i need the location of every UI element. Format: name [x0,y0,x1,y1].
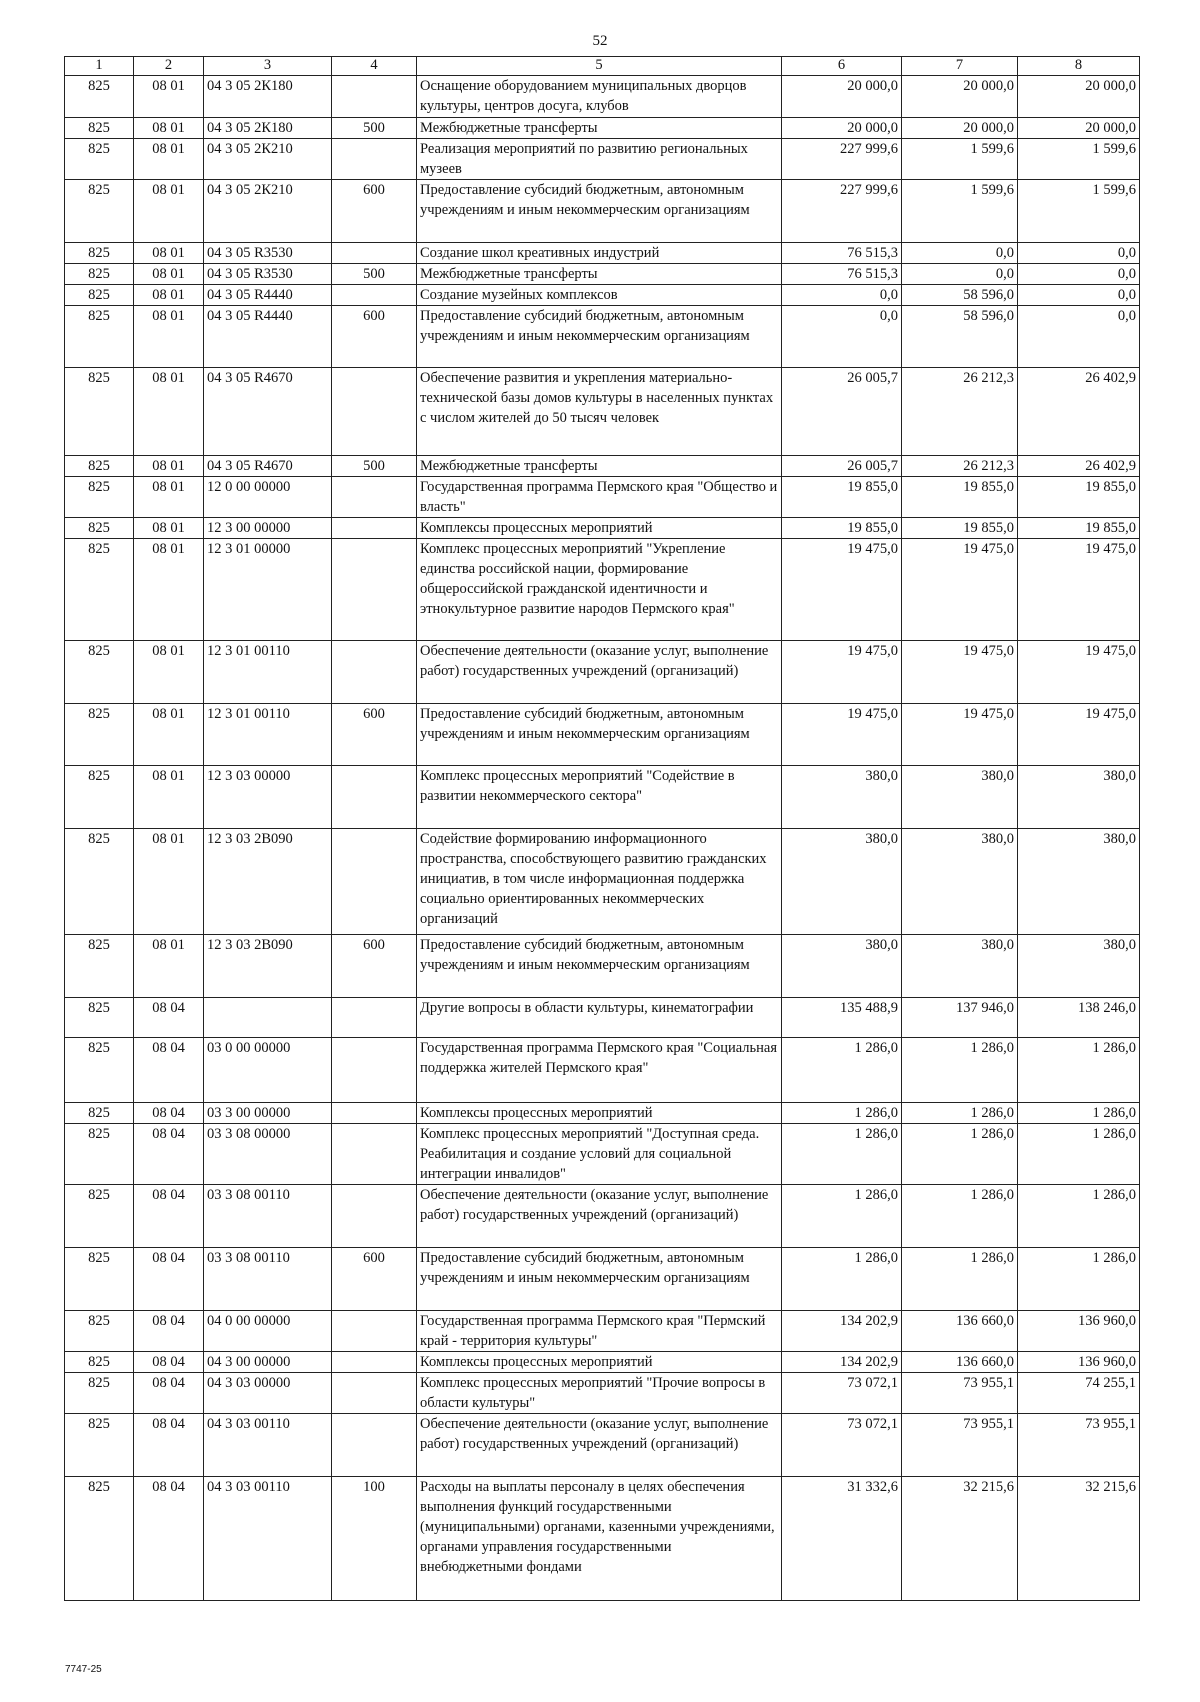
table-row [65,76,1140,118]
column-header: 3 [204,57,332,76]
ministry-code-cell: 825 [65,1185,134,1248]
description-cell: Межбюджетные трансферты [417,264,782,285]
amount-year1-cell: 76 515,3 [782,243,902,264]
target-article-cell: 04 3 03 00110 [204,1414,332,1477]
section-code-cell: 08 04 [134,1352,204,1373]
ministry-code-cell: 825 [65,456,134,477]
ministry-code-cell: 825 [65,829,134,935]
amount-year1-cell: 380,0 [782,829,902,935]
amount-year1-cell: 134 202,9 [782,1352,902,1373]
table-row [65,1185,1140,1248]
target-article-cell: 04 3 05 R4670 [204,368,332,456]
expense-type-cell: 600 [332,704,417,766]
page-number: 52 [592,33,608,49]
ministry-code-cell: 825 [65,1414,134,1477]
table-row [65,1124,1140,1185]
amount-year3-cell: 19 475,0 [1018,641,1140,704]
amount-year3-cell: 1 286,0 [1018,1103,1140,1124]
target-article-cell: 12 3 01 00110 [204,704,332,766]
amount-year1-cell: 20 000,0 [782,118,902,139]
amount-year3-cell: 380,0 [1018,829,1140,935]
amount-year2-cell: 58 596,0 [902,306,1018,368]
target-article-cell: 04 3 05 2К180 [204,76,332,118]
expense-type-cell [332,1311,417,1352]
table-row [65,641,1140,704]
expense-type-cell: 500 [332,118,417,139]
amount-year2-cell: 26 212,3 [902,456,1018,477]
target-article-cell: 12 3 00 00000 [204,518,332,539]
description-cell: Государственная программа Пермского края "Пермский край - территория культуры" [417,1311,782,1352]
table-row [65,1373,1140,1414]
amount-year3-cell: 380,0 [1018,766,1140,829]
amount-year3-cell: 1 286,0 [1018,1185,1140,1248]
table-row [65,1038,1140,1103]
amount-year2-cell: 380,0 [902,766,1018,829]
target-article-cell: 04 3 05 2К210 [204,180,332,243]
ministry-code-cell: 825 [65,285,134,306]
budget-table [64,56,1140,1601]
expense-type-cell [332,1185,417,1248]
section-code-cell: 08 04 [134,1414,204,1477]
expense-type-cell: 500 [332,264,417,285]
amount-year1-cell: 19 855,0 [782,518,902,539]
section-code-cell: 08 04 [134,1373,204,1414]
table-row [65,998,1140,1038]
column-header: 1 [65,57,134,76]
description-cell: Создание музейных комплексов [417,285,782,306]
section-code-cell: 08 04 [134,1103,204,1124]
target-article-cell: 04 3 03 00110 [204,1477,332,1601]
expense-type-cell [332,1352,417,1373]
section-code-cell: 08 04 [134,1185,204,1248]
amount-year3-cell: 136 960,0 [1018,1352,1140,1373]
section-code-cell: 08 01 [134,935,204,998]
section-code-cell: 08 01 [134,264,204,285]
table-row [65,368,1140,456]
target-article-cell: 12 3 03 2В090 [204,829,332,935]
amount-year3-cell: 380,0 [1018,935,1140,998]
ministry-code-cell: 825 [65,306,134,368]
target-article-cell: 03 3 08 00000 [204,1124,332,1185]
description-cell: Обеспечение развития и укрепления материально-технической базы домов культуры в населенных пунктах с числом жителей до 50 тысяч человек [417,368,782,456]
amount-year2-cell: 20 000,0 [902,76,1018,118]
table-row [65,518,1140,539]
expense-type-cell [332,998,417,1038]
amount-year3-cell: 1 286,0 [1018,1038,1140,1103]
target-article-cell: 03 3 08 00110 [204,1248,332,1311]
amount-year2-cell: 380,0 [902,935,1018,998]
table-row [65,118,1140,139]
ministry-code-cell: 825 [65,368,134,456]
amount-year1-cell: 73 072,1 [782,1373,902,1414]
amount-year2-cell: 1 286,0 [902,1124,1018,1185]
target-article-cell: 04 3 05 R4440 [204,285,332,306]
target-article-cell: 04 3 05 R4670 [204,456,332,477]
description-cell: Другие вопросы в области культуры, кинематографии [417,998,782,1038]
expense-type-cell [332,539,417,641]
amount-year2-cell: 1 286,0 [902,1103,1018,1124]
amount-year3-cell: 26 402,9 [1018,456,1140,477]
description-cell: Расходы на выплаты персоналу в целях обеспечения выполнения функций государственными (муниципальными) органами, казенными учреждениями, органами управления государственными внебюджетными фондами [417,1477,782,1601]
amount-year2-cell: 0,0 [902,243,1018,264]
amount-year1-cell: 73 072,1 [782,1414,902,1477]
amount-year2-cell: 20 000,0 [902,118,1018,139]
section-code-cell: 08 04 [134,1477,204,1601]
ministry-code-cell: 825 [65,1124,134,1185]
description-cell: Комплексы процессных мероприятий [417,1352,782,1373]
ministry-code-cell: 825 [65,704,134,766]
amount-year3-cell: 20 000,0 [1018,76,1140,118]
amount-year2-cell: 19 475,0 [902,704,1018,766]
ministry-code-cell: 825 [65,118,134,139]
section-code-cell: 08 01 [134,243,204,264]
target-article-cell [204,998,332,1038]
section-code-cell: 08 01 [134,829,204,935]
description-cell: Межбюджетные трансферты [417,456,782,477]
description-cell: Предоставление субсидий бюджетным, автономным учреждениям и иным некоммерческим организациям [417,935,782,998]
expense-type-cell: 600 [332,306,417,368]
table-body [65,76,1140,1601]
amount-year1-cell: 1 286,0 [782,1185,902,1248]
section-code-cell: 08 04 [134,1311,204,1352]
table-row [65,243,1140,264]
section-code-cell: 08 01 [134,766,204,829]
section-code-cell: 08 01 [134,704,204,766]
ministry-code-cell: 825 [65,76,134,118]
description-cell: Обеспечение деятельности (оказание услуг, выполнение работ) государственных учреждений (организаций) [417,1185,782,1248]
ministry-code-cell: 825 [65,518,134,539]
ministry-code-cell: 825 [65,180,134,243]
amount-year3-cell: 19 475,0 [1018,704,1140,766]
target-article-cell: 03 3 00 00000 [204,1103,332,1124]
target-article-cell: 12 0 00 00000 [204,477,332,518]
amount-year1-cell: 19 475,0 [782,539,902,641]
amount-year2-cell: 136 660,0 [902,1311,1018,1352]
amount-year2-cell: 1 286,0 [902,1185,1018,1248]
description-cell: Комплекс процессных мероприятий "Доступная среда. Реабилитация и создание условий для социальной интеграции инвалидов" [417,1124,782,1185]
amount-year3-cell: 74 255,1 [1018,1373,1140,1414]
table-row [65,306,1140,368]
expense-type-cell [332,1038,417,1103]
ministry-code-cell: 825 [65,1373,134,1414]
description-cell: Обеспечение деятельности (оказание услуг, выполнение работ) государственных учреждений (организаций) [417,641,782,704]
expense-type-cell [332,1414,417,1477]
amount-year3-cell: 1 286,0 [1018,1124,1140,1185]
section-code-cell: 08 01 [134,518,204,539]
column-header: 2 [134,57,204,76]
amount-year2-cell: 19 475,0 [902,641,1018,704]
amount-year1-cell: 0,0 [782,306,902,368]
amount-year2-cell: 19 855,0 [902,477,1018,518]
expense-type-cell [332,766,417,829]
ministry-code-cell: 825 [65,1248,134,1311]
ministry-code-cell: 825 [65,539,134,641]
ministry-code-cell: 825 [65,935,134,998]
column-header: 5 [417,57,782,76]
table-row [65,1414,1140,1477]
section-code-cell: 08 01 [134,285,204,306]
amount-year3-cell: 0,0 [1018,264,1140,285]
amount-year1-cell: 227 999,6 [782,180,902,243]
amount-year1-cell: 19 475,0 [782,704,902,766]
amount-year3-cell: 19 855,0 [1018,477,1140,518]
amount-year1-cell: 227 999,6 [782,139,902,180]
target-article-cell: 04 3 05 2К210 [204,139,332,180]
table-row [65,1311,1140,1352]
description-cell: Предоставление субсидий бюджетным, автономным учреждениям и иным некоммерческим организациям [417,306,782,368]
amount-year2-cell: 1 286,0 [902,1248,1018,1311]
table-row [65,1103,1140,1124]
amount-year2-cell: 1 599,6 [902,139,1018,180]
table-row [65,180,1140,243]
amount-year1-cell: 1 286,0 [782,1124,902,1185]
column-header: 8 [1018,57,1140,76]
expense-type-cell [332,477,417,518]
amount-year3-cell: 0,0 [1018,306,1140,368]
amount-year3-cell: 1 599,6 [1018,139,1140,180]
expense-type-cell [332,1373,417,1414]
ministry-code-cell: 825 [65,1103,134,1124]
amount-year2-cell: 380,0 [902,829,1018,935]
target-article-cell: 04 3 05 R4440 [204,306,332,368]
target-article-cell: 12 3 03 2В090 [204,935,332,998]
expense-type-cell: 600 [332,180,417,243]
table-row [65,829,1140,935]
ministry-code-cell: 825 [65,243,134,264]
description-cell: Комплекс процессных мероприятий "Прочие вопросы в области культуры" [417,1373,782,1414]
ministry-code-cell: 825 [65,477,134,518]
ministry-code-cell: 825 [65,998,134,1038]
expense-type-cell [332,829,417,935]
amount-year2-cell: 73 955,1 [902,1373,1018,1414]
amount-year3-cell: 0,0 [1018,243,1140,264]
ministry-code-cell: 825 [65,1477,134,1601]
expense-type-cell [332,641,417,704]
amount-year3-cell: 1 599,6 [1018,180,1140,243]
table-row [65,264,1140,285]
table-row [65,704,1140,766]
description-cell: Комплекс процессных мероприятий "Укрепление единства российской нации, формирование общероссийской гражданской идентичности и этнокультурное развитие народов Пермского края" [417,539,782,641]
target-article-cell: 04 0 00 00000 [204,1311,332,1352]
amount-year2-cell: 32 215,6 [902,1477,1018,1601]
amount-year1-cell: 1 286,0 [782,1248,902,1311]
section-code-cell: 08 04 [134,1038,204,1103]
section-code-cell: 08 01 [134,641,204,704]
ministry-code-cell: 825 [65,139,134,180]
section-code-cell: 08 01 [134,477,204,518]
amount-year2-cell: 73 955,1 [902,1414,1018,1477]
target-article-cell: 04 3 00 00000 [204,1352,332,1373]
target-article-cell: 04 3 05 R3530 [204,243,332,264]
amount-year1-cell: 1 286,0 [782,1038,902,1103]
expense-type-cell [332,139,417,180]
amount-year1-cell: 1 286,0 [782,1103,902,1124]
expense-type-cell: 100 [332,1477,417,1601]
description-cell: Комплексы процессных мероприятий [417,1103,782,1124]
column-header: 4 [332,57,417,76]
table-row [65,1352,1140,1373]
header-row [65,57,1140,76]
target-article-cell: 03 0 00 00000 [204,1038,332,1103]
amount-year3-cell: 26 402,9 [1018,368,1140,456]
table-row [65,456,1140,477]
table-row [65,477,1140,518]
target-article-cell: 04 3 03 00000 [204,1373,332,1414]
expense-type-cell [332,1124,417,1185]
description-cell: Оснащение оборудованием муниципальных дворцов культуры, центров досуга, клубов [417,76,782,118]
section-code-cell: 08 04 [134,1124,204,1185]
document-code: 7747-25 [65,1664,102,1675]
amount-year1-cell: 19 855,0 [782,477,902,518]
amount-year1-cell: 26 005,7 [782,368,902,456]
expense-type-cell [332,285,417,306]
section-code-cell: 08 04 [134,1248,204,1311]
amount-year1-cell: 380,0 [782,766,902,829]
ministry-code-cell: 825 [65,641,134,704]
target-article-cell: 12 3 01 00000 [204,539,332,641]
column-header: 6 [782,57,902,76]
amount-year1-cell: 76 515,3 [782,264,902,285]
description-cell: Комплексы процессных мероприятий [417,518,782,539]
amount-year2-cell: 136 660,0 [902,1352,1018,1373]
expense-type-cell: 600 [332,1248,417,1311]
target-article-cell: 12 3 03 00000 [204,766,332,829]
amount-year3-cell: 73 955,1 [1018,1414,1140,1477]
section-code-cell: 08 01 [134,539,204,641]
amount-year1-cell: 19 475,0 [782,641,902,704]
description-cell: Содействие формированию информационного пространства, способствующего развитию гражданских инициатив, в том числе информационная поддержка социально ориентированных некоммерческих организаций [417,829,782,935]
target-article-cell: 04 3 05 R3530 [204,264,332,285]
table-row [65,1248,1140,1311]
amount-year3-cell: 19 855,0 [1018,518,1140,539]
expense-type-cell [332,76,417,118]
amount-year3-cell: 138 246,0 [1018,998,1140,1038]
table-row [65,766,1140,829]
amount-year2-cell: 58 596,0 [902,285,1018,306]
amount-year1-cell: 380,0 [782,935,902,998]
amount-year1-cell: 135 488,9 [782,998,902,1038]
ministry-code-cell: 825 [65,1311,134,1352]
expense-type-cell [332,368,417,456]
table-row [65,139,1140,180]
amount-year2-cell: 137 946,0 [902,998,1018,1038]
section-code-cell: 08 01 [134,456,204,477]
section-code-cell: 08 01 [134,306,204,368]
expense-type-cell [332,1103,417,1124]
table-row [65,1477,1140,1601]
amount-year1-cell: 26 005,7 [782,456,902,477]
amount-year3-cell: 0,0 [1018,285,1140,306]
amount-year1-cell: 0,0 [782,285,902,306]
target-article-cell: 04 3 05 2К180 [204,118,332,139]
table-row [65,285,1140,306]
amount-year1-cell: 20 000,0 [782,76,902,118]
description-cell: Предоставление субсидий бюджетным, автономным учреждениям и иным некоммерческим организациям [417,704,782,766]
ministry-code-cell: 825 [65,264,134,285]
expense-type-cell [332,243,417,264]
ministry-code-cell: 825 [65,1352,134,1373]
description-cell: Создание школ креативных индустрий [417,243,782,264]
description-cell: Предоставление субсидий бюджетным, автономным учреждениям и иным некоммерческим организациям [417,1248,782,1311]
amount-year2-cell: 26 212,3 [902,368,1018,456]
description-cell: Государственная программа Пермского края "Общество и власть" [417,477,782,518]
amount-year3-cell: 20 000,0 [1018,118,1140,139]
section-code-cell: 08 01 [134,118,204,139]
amount-year3-cell: 136 960,0 [1018,1311,1140,1352]
amount-year2-cell: 19 855,0 [902,518,1018,539]
ministry-code-cell: 825 [65,766,134,829]
expense-type-cell: 600 [332,935,417,998]
section-code-cell: 08 01 [134,368,204,456]
description-cell: Обеспечение деятельности (оказание услуг, выполнение работ) государственных учреждений (организаций) [417,1414,782,1477]
section-code-cell: 08 01 [134,139,204,180]
description-cell: Реализация мероприятий по развитию региональных музеев [417,139,782,180]
amount-year1-cell: 31 332,6 [782,1477,902,1601]
section-code-cell: 08 01 [134,180,204,243]
description-cell: Комплекс процессных мероприятий "Содействие в развитии некоммерческого сектора" [417,766,782,829]
amount-year2-cell: 1 286,0 [902,1038,1018,1103]
amount-year3-cell: 1 286,0 [1018,1248,1140,1311]
amount-year1-cell: 134 202,9 [782,1311,902,1352]
ministry-code-cell: 825 [65,1038,134,1103]
amount-year3-cell: 32 215,6 [1018,1477,1140,1601]
expense-type-cell: 500 [332,456,417,477]
description-cell: Предоставление субсидий бюджетным, автономным учреждениям и иным некоммерческим организациям [417,180,782,243]
amount-year2-cell: 1 599,6 [902,180,1018,243]
table-row [65,539,1140,641]
section-code-cell: 08 04 [134,998,204,1038]
target-article-cell: 03 3 08 00110 [204,1185,332,1248]
table-row [65,935,1140,998]
expense-type-cell [332,518,417,539]
section-code-cell: 08 01 [134,76,204,118]
column-header: 7 [902,57,1018,76]
amount-year2-cell: 0,0 [902,264,1018,285]
amount-year2-cell: 19 475,0 [902,539,1018,641]
amount-year3-cell: 19 475,0 [1018,539,1140,641]
target-article-cell: 12 3 01 00110 [204,641,332,704]
description-cell: Межбюджетные трансферты [417,118,782,139]
description-cell: Государственная программа Пермского края "Социальная поддержка жителей Пермского края" [417,1038,782,1103]
